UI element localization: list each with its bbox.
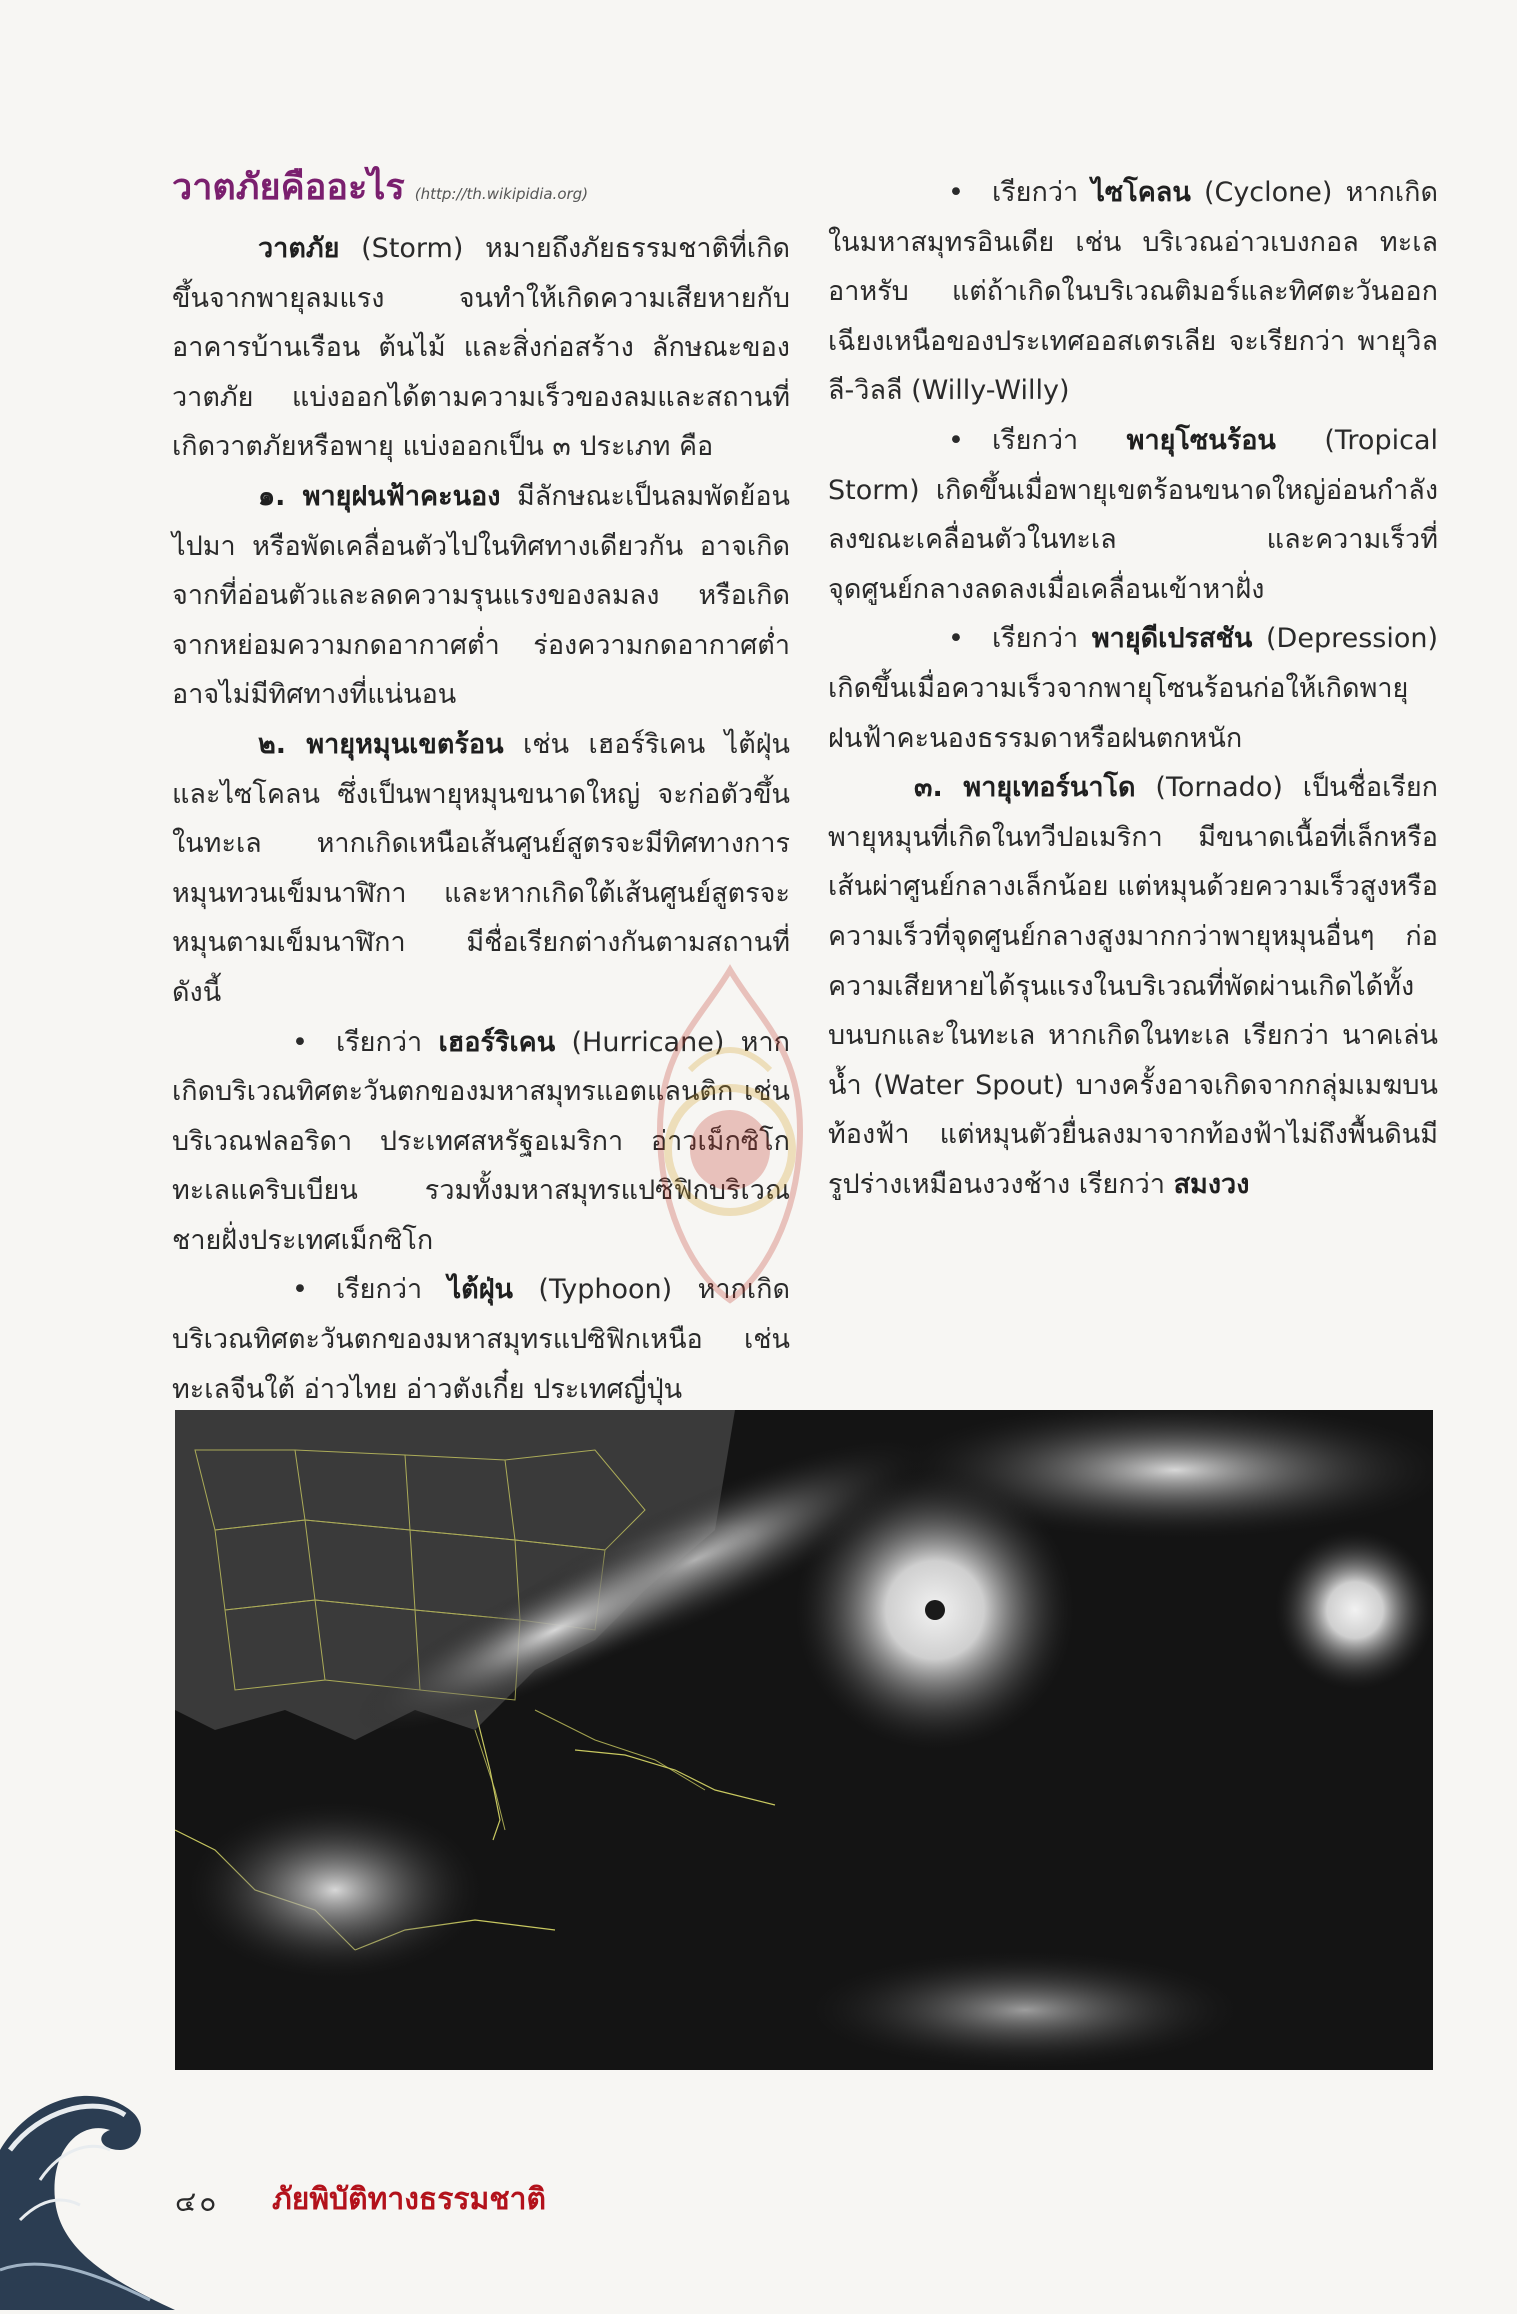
section-heading <box>172 168 790 214</box>
intro-term: วาตภัย <box>258 233 340 264</box>
depression-text: (Depression) เกิดขึ้นเมื่อความเร็วจากพายุโซนร้อนก่อให้เกิดพายุฝนฟ้าคะนองธรรมดาหรือฝนตกหนัก <box>828 623 1438 754</box>
depression-term: พายุดีเปรสชัน <box>1091 623 1253 655</box>
item3-text: (Tornado) เป็นชื่อเรียกพายุหมุนที่เกิดในทวีปอเมริกา มีขนาดเนื้อที่เล็กหรือเส้นผ่าศูนย์กลางเล็กน้อย แต่หมุนด้วยความเร็วสูงหรือความเร็วที่จุดศูนย์กลางสูงมากกว่าพายุหมุนอื่นๆ ก่อความเสียหายได้รุนแรงในบริเวณที่พัดผ่านเกิดได้ทั้งบนบกและในทะเล หากเกิดในทะเล เรียกว่า นาคเล่นน้ำ (Water Spout) บางครั้งอาจเกิดจากกลุ่มเมฆบนท้องฟ้า แต่หมุนตัวยื่นลงมาจากท้องฟ้าไม่ถึงพื้นดินมีรูปร่างเหมือนงวงช้าง เรียกว่า <box>828 772 1438 1200</box>
typhoon-text: (Typhoon) หากเกิดบริเวณทิศตะวันตกของมหาสมุทรแปซิฟิกเหนือ เช่น ทะเลจีนใต้ อ่าวไทย อ่าวตังเกี๋ย ประเทศญี่ปุ่น <box>172 1274 790 1405</box>
item3-paragraph <box>828 763 1438 1209</box>
intro-text: (Storm) หมายถึงภัยธรรมชาติที่เกิดขึ้นจากพายุลมแรง จนทำให้เกิดความเสียหายกับอาคารบ้านเรือน ต้นไม้ และสิ่งก่อสร้าง ลักษณะของวาตภัย แบ่งออกได้ตามความเร็วของลมและสถานที่เกิดวาตภัยหรือพายุ แบ่งออกเป็น ๓ ประเภท คือ <box>172 233 790 463</box>
item1-paragraph <box>172 472 790 720</box>
heading-source: (http://th.wikipidia.org) <box>414 185 589 203</box>
typhoon-term: ไต้ฝุ่น <box>447 1274 513 1306</box>
item3-end-term: สมงวง <box>1173 1168 1250 1200</box>
cyclone-bullet <box>828 168 1438 416</box>
item1-text: มีลักษณะเป็นลมพัดย้อนไปมา หรือพัดเคลื่อนตัวไปในทิศทางเดียวกัน อาจเกิดจากที่อ่อนตัวและลดความรุนแรงของลมลง หรือเกิดจากหย่อมความกดอากาศต่ำ ร่องความกดอากาศต่ำ อาจไม่มีทิศทางที่แน่นอน <box>172 480 790 711</box>
page-number: ๔๐ <box>175 2185 220 2218</box>
tropical-pre: เรียกว่า <box>991 424 1127 456</box>
wave-illustration <box>0 2080 175 2310</box>
cyclone-text: (Cyclone) หากเกิดในมหาสมุทรอินเดีย เช่น บริเวณอ่าวเบงกอล ทะเลอาหรับ แต่ถ้าเกิดในบริเวณติมอร์และทิศตะวันออกเฉียงเหนือของประเทศออสเตรเลีย จะเรียกว่า พายุวิลลี-วิลลี (Willy-Willy) <box>828 177 1438 407</box>
book-title: ภัยพิบัติทางธรรมชาติ <box>272 2182 546 2217</box>
tropical-text: (Tropical Storm) เกิดขึ้นเมื่อพายุเขตร้อนขนาดใหญ่อ่อนกำลังลงขณะเคลื่อนตัวในทะเล และความเร็วที่จุดศูนย์กลางลดลงเมื่อเคลื่อนเข้าหาฝั่ง <box>828 424 1438 605</box>
seal-watermark <box>620 960 840 1310</box>
tropical-bullet <box>828 416 1438 614</box>
depression-bullet <box>828 614 1438 763</box>
tropical-term: พายุโซนร้อน <box>1126 424 1276 456</box>
cyclone-pre: เรียกว่า <box>991 177 1092 208</box>
hurricane-term: เฮอร์ริเคน <box>438 1026 556 1058</box>
satellite-image <box>175 1410 1433 2070</box>
item3-term: ๓. พายุเทอร์นาโด <box>914 772 1136 804</box>
item2-text: เช่น เฮอร์ริเคน ไต้ฝุ่น และไซโคลน ซึ่งเป็นพายุหมุนขนาดใหญ่ จะก่อตัวขึ้นในทะเล หากเกิดเหนือเส้นศูนย์สูตรจะมีทิศทางการหมุนทวนเข็มนาฬิกา และหากเกิดใต้เส้นศูนย์สูตรจะหมุนตามเข็มนาฬิกา มีชื่อเรียกต่างกันตามสถานที่ ดังนี้ <box>172 728 790 1008</box>
cyclone-term: ไซโคลน <box>1091 177 1191 208</box>
item2-term: ๒. พายุหมุนเขตร้อน <box>258 728 504 760</box>
intro-paragraph <box>172 224 790 472</box>
item1-term: ๑. พายุฝนฟ้าคะนอง <box>258 480 501 512</box>
heading-title: วาตภัยคืออะไร <box>172 167 405 208</box>
typhoon-pre: เรียกว่า <box>335 1274 448 1306</box>
hurricane-text: (Hurricane) หากเกิดบริเวณทิศตะวันตกของมหาสมุทรแอตแลนติก เช่น บริเวณฟลอริดา ประเทศสหรัฐอเมริกา อ่าวเม็กซิโก ทะเลแคริบเบียน รวมทั้งมหาสมุทรแปซิฟิกบริเวณชายฝั่งประเทศเม็กซิโก <box>172 1026 790 1256</box>
depression-pre: เรียกว่า <box>991 623 1092 655</box>
hurricane-pre: เรียกว่า <box>335 1026 439 1058</box>
right-column <box>828 168 1438 1209</box>
